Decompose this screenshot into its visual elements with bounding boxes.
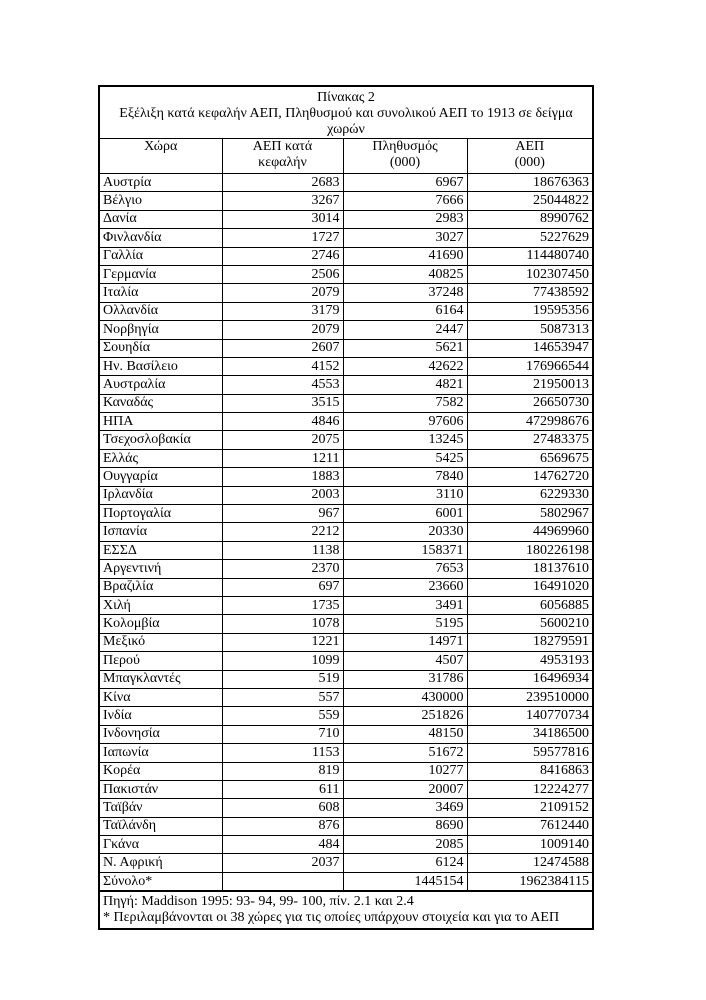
table-row <box>100 265 592 283</box>
cell-gdp: 16496934 <box>467 670 592 688</box>
table-row <box>100 762 592 780</box>
cell-gdp: 16491020 <box>467 578 592 596</box>
cell-population: 430000 <box>343 688 467 706</box>
cell-gdp-per-capita: 611 <box>222 780 343 798</box>
cell-country: Ιταλία <box>100 284 222 302</box>
cell-population: 14971 <box>343 633 467 651</box>
cell-gdp: 114480740 <box>467 247 592 265</box>
cell-gdp: 14653947 <box>467 339 592 357</box>
table-row <box>100 468 592 486</box>
cell-population: 3110 <box>343 486 467 504</box>
table-number: Πίνακας 2 <box>317 90 375 105</box>
cell-population: 7840 <box>343 468 467 486</box>
cell-gdp-per-capita: 3014 <box>222 210 343 228</box>
cell-gdp-per-capita: 1727 <box>222 229 343 247</box>
cell-country: Κορέα <box>100 762 222 780</box>
cell-population: 6124 <box>343 854 467 872</box>
cell-population: 3027 <box>343 229 467 247</box>
cell-country: Πορτογαλία <box>100 505 222 523</box>
cell-gdp: 5802967 <box>467 505 592 523</box>
cell-gdp-per-capita: 4553 <box>222 376 343 394</box>
cell-population: 41690 <box>343 247 467 265</box>
cell-gdp: 6569675 <box>467 449 592 467</box>
cell-population: 8690 <box>343 817 467 835</box>
cell-gdp: 14762720 <box>467 468 592 486</box>
table-notes <box>100 891 592 928</box>
cell-country: Ταϊλάνδη <box>100 817 222 835</box>
table-row <box>100 284 592 302</box>
cell-population: 5425 <box>343 449 467 467</box>
cell-country: Ν. Αφρική <box>100 854 222 872</box>
cell-gdp: 4953193 <box>467 652 592 670</box>
cell-gdp-per-capita: 710 <box>222 725 343 743</box>
cell-population: 2085 <box>343 836 467 854</box>
data-table <box>100 139 592 891</box>
source-note: Πηγή: Maddison 1995: 93- 94, 99- 100, πίν. 2.1 και 2.4 <box>103 894 414 910</box>
table-row <box>100 247 592 265</box>
cell-gdp-per-capita: 1078 <box>222 615 343 633</box>
table-row <box>100 541 592 559</box>
table-row <box>100 339 592 357</box>
cell-country: Ελλάς <box>100 449 222 467</box>
table-row <box>100 744 592 762</box>
cell-population: 5621 <box>343 339 467 357</box>
table-row <box>100 357 592 375</box>
cell-country: Γκάνα <box>100 836 222 854</box>
cell-population: 37248 <box>343 284 467 302</box>
cell-gdp: 5227629 <box>467 229 592 247</box>
table-row <box>100 578 592 596</box>
cell-gdp: 6056885 <box>467 596 592 614</box>
cell-country: Ην. Βασίλειο <box>100 357 222 375</box>
cell-country: Ινδία <box>100 707 222 725</box>
cell-gdp-per-capita: 3267 <box>222 192 343 210</box>
cell-population: 158371 <box>343 541 467 559</box>
table-row <box>100 394 592 412</box>
cell-gdp: 102307450 <box>467 265 592 283</box>
table-row <box>100 799 592 817</box>
cell-gdp-per-capita: 2037 <box>222 854 343 872</box>
column-header-gdp-per-capita: ΑΕΠ κατά κεφαλήν <box>222 139 343 174</box>
cell-gdp-per-capita: 557 <box>222 688 343 706</box>
cell-country: Ισπανία <box>100 523 222 541</box>
cell-country: Αυστρία <box>100 174 222 192</box>
table-row <box>100 688 592 706</box>
table-title-continued: χωρών <box>327 122 365 137</box>
cell-gdp-per-capita: 1883 <box>222 468 343 486</box>
cell-population: 48150 <box>343 725 467 743</box>
cell-gdp: 25044822 <box>467 192 592 210</box>
table-row <box>100 486 592 504</box>
cell-gdp-per-capita: 819 <box>222 762 343 780</box>
cell-population: 3491 <box>343 596 467 614</box>
cell-gdp-per-capita: 3515 <box>222 394 343 412</box>
cell-country: Καναδάς <box>100 394 222 412</box>
table-row <box>100 413 592 431</box>
cell-gdp: 2109152 <box>467 799 592 817</box>
column-header-country: Χώρα <box>100 139 222 174</box>
table-title: Εξέλιξη κατά κεφαλήν ΑΕΠ, Πληθυσμού και συνολικού ΑΕΠ το 1913 σε δείγμα <box>119 106 573 121</box>
cell-country: Ιρλανδία <box>100 486 222 504</box>
cell-country: Νορβηγία <box>100 321 222 339</box>
cell-gdp: 5600210 <box>467 615 592 633</box>
cell-gdp: 27483375 <box>467 431 592 449</box>
column-header-population: Πληθυσμός (000) <box>343 139 467 174</box>
cell-country: Φινλανδία <box>100 229 222 247</box>
cell-gdp: 12474588 <box>467 854 592 872</box>
cell-population: 7666 <box>343 192 467 210</box>
cell-gdp: 472998676 <box>467 413 592 431</box>
cell-gdp-per-capita: 559 <box>222 707 343 725</box>
table-row <box>100 854 592 872</box>
cell-gdp: 239510000 <box>467 688 592 706</box>
table-row <box>100 652 592 670</box>
table-row <box>100 836 592 854</box>
cell-gdp: 77438592 <box>467 284 592 302</box>
cell-gdp: 18676363 <box>467 174 592 192</box>
cell-gdp-per-capita: 4846 <box>222 413 343 431</box>
table-row <box>100 780 592 798</box>
cell-gdp-per-capita: 1138 <box>222 541 343 559</box>
cell-country: Αργεντινή <box>100 560 222 578</box>
cell-gdp-per-capita: 2683 <box>222 174 343 192</box>
table-row <box>100 321 592 339</box>
cell-gdp-per-capita <box>222 872 343 890</box>
cell-population: 2447 <box>343 321 467 339</box>
cell-population: 51672 <box>343 744 467 762</box>
cell-country: Τσεχοσλοβακία <box>100 431 222 449</box>
cell-gdp: 19595356 <box>467 302 592 320</box>
cell-population: 23660 <box>343 578 467 596</box>
cell-gdp-per-capita: 1153 <box>222 744 343 762</box>
data-table-document <box>98 85 594 930</box>
table-row <box>100 174 592 192</box>
cell-country: Κίνα <box>100 688 222 706</box>
cell-gdp-per-capita: 608 <box>222 799 343 817</box>
cell-country: Πακιστάν <box>100 780 222 798</box>
cell-gdp-per-capita: 484 <box>222 836 343 854</box>
cell-country: Χιλή <box>100 596 222 614</box>
table-row <box>100 302 592 320</box>
cell-country: Δανία <box>100 210 222 228</box>
column-header-gdp: ΑΕΠ (000) <box>467 139 592 174</box>
cell-gdp-per-capita: 1099 <box>222 652 343 670</box>
cell-gdp: 5087313 <box>467 321 592 339</box>
table-body <box>100 174 592 891</box>
cell-gdp-per-capita: 2079 <box>222 321 343 339</box>
cell-gdp-per-capita: 967 <box>222 505 343 523</box>
table-row <box>100 192 592 210</box>
cell-gdp-per-capita: 2607 <box>222 339 343 357</box>
cell-population: 40825 <box>343 265 467 283</box>
table-row <box>100 596 592 614</box>
table-row <box>100 431 592 449</box>
cell-population: 97606 <box>343 413 467 431</box>
cell-country: Περού <box>100 652 222 670</box>
table-row <box>100 725 592 743</box>
table-row <box>100 560 592 578</box>
cell-gdp: 180226198 <box>467 541 592 559</box>
cell-country: Ουγγαρία <box>100 468 222 486</box>
cell-country: Γαλλία <box>100 247 222 265</box>
cell-country: Σουηδία <box>100 339 222 357</box>
cell-gdp: 140770734 <box>467 707 592 725</box>
cell-gdp-per-capita: 2075 <box>222 431 343 449</box>
cell-population: 1445154 <box>343 872 467 890</box>
cell-gdp-per-capita: 2370 <box>222 560 343 578</box>
cell-gdp-per-capita: 1221 <box>222 633 343 651</box>
cell-gdp: 21950013 <box>467 376 592 394</box>
cell-gdp-per-capita: 1211 <box>222 449 343 467</box>
cell-gdp-per-capita: 697 <box>222 578 343 596</box>
cell-population: 6164 <box>343 302 467 320</box>
footnote: * Περιλαμβάνονται οι 38 χώρες για τις οποίες υπάρχουν στοιχεία και για το ΑΕΠ <box>103 910 560 926</box>
cell-gdp-per-capita: 2506 <box>222 265 343 283</box>
table-row <box>100 210 592 228</box>
cell-population: 10277 <box>343 762 467 780</box>
cell-gdp-per-capita: 2746 <box>222 247 343 265</box>
table-row <box>100 615 592 633</box>
cell-gdp: 18279591 <box>467 633 592 651</box>
table-row <box>100 817 592 835</box>
table-row <box>100 523 592 541</box>
cell-gdp-per-capita: 519 <box>222 670 343 688</box>
cell-population: 3469 <box>343 799 467 817</box>
table-caption <box>100 87 592 139</box>
cell-country: Βέλγιο <box>100 192 222 210</box>
cell-country: ΕΣΣΔ <box>100 541 222 559</box>
cell-gdp: 12224277 <box>467 780 592 798</box>
cell-country: Ιαπωνία <box>100 744 222 762</box>
cell-country: Ολλανδία <box>100 302 222 320</box>
cell-country: Βραζιλία <box>100 578 222 596</box>
table-row <box>100 633 592 651</box>
cell-population: 7582 <box>343 394 467 412</box>
cell-country: Μεξικό <box>100 633 222 651</box>
cell-gdp: 18137610 <box>467 560 592 578</box>
cell-country: Γερμανία <box>100 265 222 283</box>
cell-population: 4821 <box>343 376 467 394</box>
cell-gdp: 1009140 <box>467 836 592 854</box>
cell-gdp: 8416863 <box>467 762 592 780</box>
cell-country: Σύνολο* <box>100 872 222 890</box>
cell-gdp-per-capita: 2079 <box>222 284 343 302</box>
cell-population: 20007 <box>343 780 467 798</box>
cell-country: Αυστραλία <box>100 376 222 394</box>
cell-population: 20330 <box>343 523 467 541</box>
table-row <box>100 872 592 890</box>
cell-country: Κολομβία <box>100 615 222 633</box>
table-row <box>100 505 592 523</box>
cell-gdp-per-capita: 4152 <box>222 357 343 375</box>
table-row <box>100 670 592 688</box>
cell-gdp-per-capita: 1735 <box>222 596 343 614</box>
cell-population: 251826 <box>343 707 467 725</box>
cell-population: 2983 <box>343 210 467 228</box>
cell-gdp: 34186500 <box>467 725 592 743</box>
cell-population: 4507 <box>343 652 467 670</box>
header-row <box>100 139 592 174</box>
cell-gdp-per-capita: 3179 <box>222 302 343 320</box>
cell-gdp-per-capita: 2212 <box>222 523 343 541</box>
cell-country: Ταϊβάν <box>100 799 222 817</box>
cell-population: 42622 <box>343 357 467 375</box>
cell-gdp: 44969960 <box>467 523 592 541</box>
cell-population: 13245 <box>343 431 467 449</box>
table-row <box>100 707 592 725</box>
cell-gdp: 59577816 <box>467 744 592 762</box>
cell-population: 6967 <box>343 174 467 192</box>
cell-population: 7653 <box>343 560 467 578</box>
table-row <box>100 376 592 394</box>
cell-country: Μπαγκλαντές <box>100 670 222 688</box>
cell-gdp: 1962384115 <box>467 872 592 890</box>
cell-gdp-per-capita: 2003 <box>222 486 343 504</box>
cell-gdp-per-capita: 876 <box>222 817 343 835</box>
table-row <box>100 229 592 247</box>
cell-population: 31786 <box>343 670 467 688</box>
cell-gdp: 6229330 <box>467 486 592 504</box>
cell-gdp: 176966544 <box>467 357 592 375</box>
cell-population: 6001 <box>343 505 467 523</box>
table-row <box>100 449 592 467</box>
cell-population: 5195 <box>343 615 467 633</box>
cell-gdp: 7612440 <box>467 817 592 835</box>
cell-gdp: 8990762 <box>467 210 592 228</box>
cell-country: Ινδονησία <box>100 725 222 743</box>
cell-country: ΗΠΑ <box>100 413 222 431</box>
cell-gdp: 26650730 <box>467 394 592 412</box>
